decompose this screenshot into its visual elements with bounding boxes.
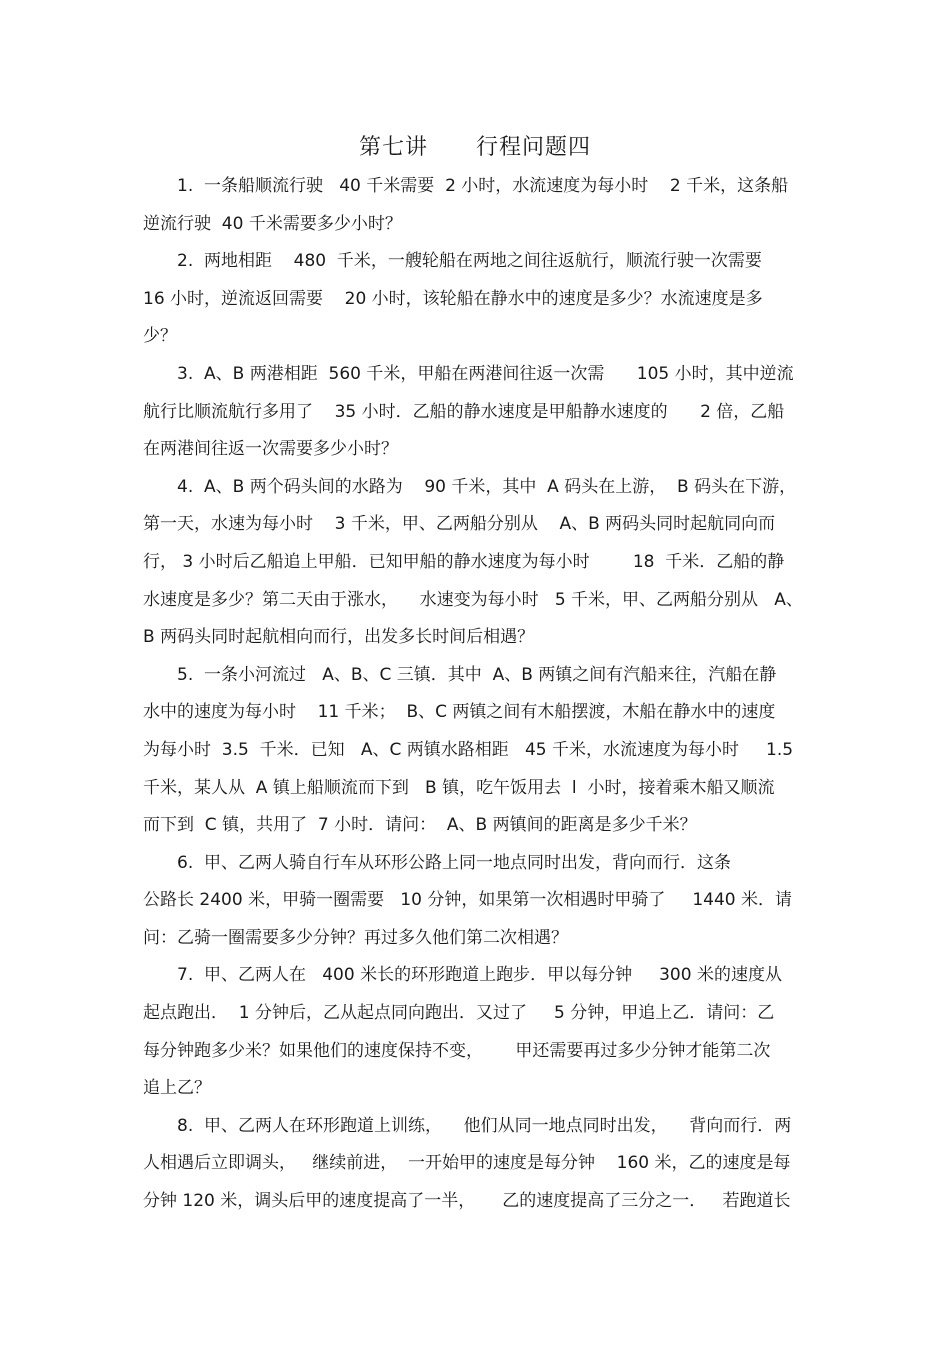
problem-line: 千米，某人从 A 镇上船顺流而下到 B 镇，吃午饭用去 l 小时，接着乘木船又顺流 bbox=[143, 777, 775, 798]
problem-line: 8. 甲、乙两人在环形跑道上训练， 他们从同一地点同时出发， 背向而行．两 bbox=[177, 1115, 792, 1136]
problem-line: 每分钟跑多少米？如果他们的速度保持不变， 甲还需要再过多少分钟才能第二次 bbox=[143, 1040, 771, 1061]
problem-line: 3. A、B 两港相距 560 千米，甲船在两港间往返一次需 105 小时，其中逆流 bbox=[177, 363, 794, 384]
problem-line: 水速度是多少？第二天由于涨水， 水速变为每小时 5 千米，甲、乙两船分别从 A、 bbox=[143, 589, 803, 610]
problem-line: 航行比顺流航行多用了 35 小时．乙船的静水速度是甲船静水速度的 2 倍，乙船 bbox=[143, 401, 785, 422]
problem-line: 追上乙？ bbox=[143, 1078, 211, 1099]
page-title: 第七讲 行程问题四 bbox=[359, 135, 591, 160]
problem-line: 2. 两地相距 480 千米，一艘轮船在两地之间往返航行，顺流行驶一次需要 bbox=[177, 251, 762, 272]
problem-4 bbox=[143, 469, 807, 657]
problem-line: 水中的速度为每小时 11 千米； B、C 两镇之间有木船摆渡，木船在静水中的速度 bbox=[143, 702, 776, 723]
problem-line: 16 小时，逆流返回需要 20 小时，该轮船在静水中的速度是多少？水流速度是多 bbox=[143, 288, 763, 309]
problem-line: 分钟 120 米，调头后甲的速度提高了一半， 乙的速度提高了三分之一． 若跑道长 bbox=[143, 1191, 791, 1212]
problem-7 bbox=[143, 957, 807, 1107]
problem-line: 公路长 2400 米，甲骑一圈需要 10 分钟，如果第一次相遇时甲骑了 1440 米．请 bbox=[143, 890, 793, 911]
problem-line: 问：乙骑一圈需要多少分钟？再过多久他们第二次相遇？ bbox=[143, 927, 568, 948]
problem-2 bbox=[143, 243, 807, 356]
problem-line: 少？ bbox=[143, 326, 177, 347]
problem-line: 为每小时 3.5 千米．已知 A、C 两镇水路相距 45 千米，水流速度为每小时 1.5 bbox=[143, 739, 794, 760]
problem-6 bbox=[143, 845, 807, 958]
problem-line: 第一天，水速为每小时 3 千米，甲、乙两船分别从 A、B 两码头同时起航同向而 bbox=[143, 514, 776, 535]
problem-line: 4. A、B 两个码头间的水路为 90 千米，其中 A 码头在上游， B 码头在下游， bbox=[177, 476, 797, 497]
problem-line: 7. 甲、乙两人在 400 米长的环形跑道上跑步．甲以每分钟 300 米的速度从 bbox=[177, 965, 782, 986]
problem-line: 起点跑出． 1 分钟后，乙从起点同向跑出．又过了 5 分钟，甲追上乙．请问：乙 bbox=[143, 1003, 775, 1024]
problem-line: 5. 一条小河流过 A、B、C 三镇．其中 A、B 两镇之间有汽船来往，汽船在静 bbox=[177, 664, 777, 685]
problem-line: 1. 一条船顺流行驶 40 千米需要 2 小时，水流速度为每小时 2 千米，这条船 bbox=[177, 176, 789, 196]
problem-5 bbox=[143, 657, 807, 845]
problem-line: 行， 3 小时后乙船追上甲船．已知甲船的静水速度为每小时 18 千米．乙船的静 bbox=[143, 551, 785, 572]
problem-line: B 两码头同时起航相向而行，出发多长时间后相遇？ bbox=[143, 627, 535, 648]
problem-1 bbox=[143, 168, 807, 243]
problem-line: 而下到 C 镇，共用了 7 小时．请问： A、B 两镇间的距离是多少千米？ bbox=[143, 815, 697, 836]
problem-line: 逆流行驶 40 千米需要多少小时？ bbox=[143, 213, 402, 234]
problem-line: 6. 甲、乙两人骑自行车从环形公路上同一地点同时出发，背向而行．这条 bbox=[177, 852, 732, 873]
problem-line: 人相遇后立即调头， 继续前进， 一开始甲的速度是每分钟 160 米，乙的速度是每 bbox=[143, 1153, 791, 1174]
problem-8 bbox=[143, 1108, 807, 1221]
problem-line: 在两港间往返一次需要多少小时？ bbox=[143, 439, 398, 460]
problem-list bbox=[143, 168, 807, 1221]
problem-3 bbox=[143, 356, 807, 469]
